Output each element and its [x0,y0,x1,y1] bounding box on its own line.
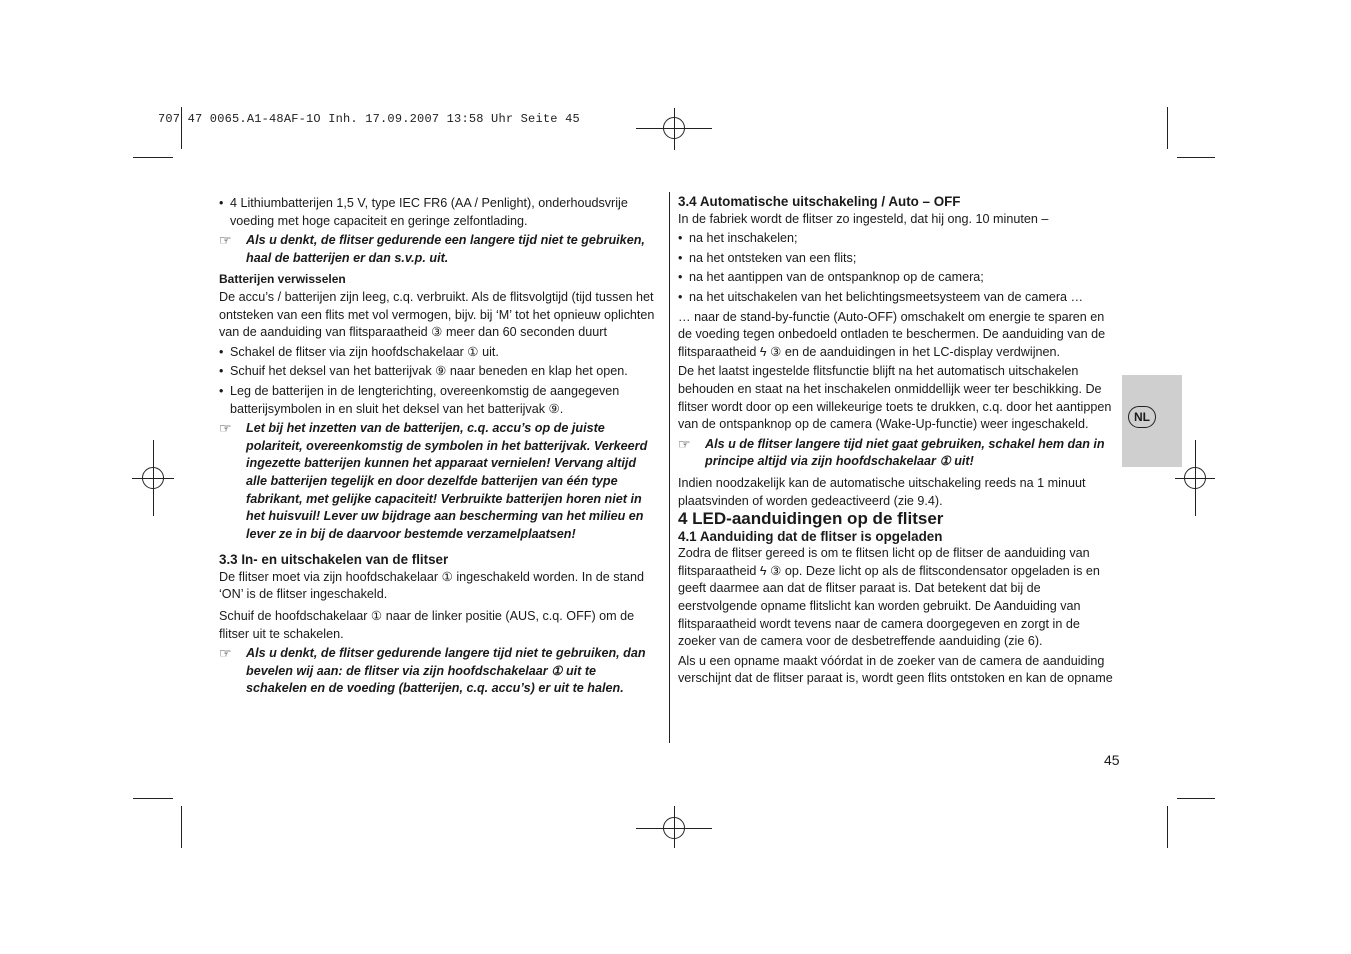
pointing-hand-icon: ☞ [219,420,232,437]
list-item: • Leg de batterijen in de lengterichting, overeenkomstig de aangegeven batterijsymbolen in en sluit het deksel van het batterijvak ⑨. [219,383,620,416]
crop-mark [133,798,173,799]
page-number: 45 [1104,752,1120,768]
chapter-heading: 4 LED-aanduidingen op de flitser [678,509,944,529]
paragraph: De het laatst ingestelde flitsfunctie blijft na het automatisch uitschakelen behouden en staat na het inschakelen onmiddellijk weer ter beschikking. De flitser wordt door op een willekeurige toets te drukken, c.q. door het aantippen van de ontspanknop op de camera (Wake-Up-functie) weer ingeschakeld. [678,364,1112,432]
list-item: • na het ontsteken van een flits; [678,250,857,265]
paragraph: De flitser moet via zijn hoofdschakelaar ① ingeschakeld worden. In de stand ‘ON’ is de flitser ingeschakeld. [219,569,645,602]
list-item: • na het aantippen van de ontspanknop op de camera; [678,270,984,285]
registration-mark [1195,440,1196,516]
crop-mark [1167,806,1168,848]
crop-mark [181,806,182,848]
list-item: • na het uitschakelen van het belichtingsmeetsysteem van de camera … [678,289,1084,304]
pointing-hand-icon: ☞ [678,435,691,452]
list-item: • 4 Lithiumbatterijen 1,5 V, type IEC FR6 (AA / Penlight), onderhoudsvrije voeding met hoge capaciteit en geringe zelfontlading. [219,196,628,228]
pointing-hand-icon: ☞ [219,645,232,662]
section-heading: 3.4 Automatische uitschakeling / Auto – OFF [678,194,961,209]
note: ☞ Als u de flitser langere tijd niet gaat gebruiken, schakel hem dan in principe altijd via zijn hoofdschakelaar ① uit! [678,436,1118,471]
column-divider [669,192,670,743]
note: ☞ Als u denkt, de flitser gedurende een langere tijd niet te gebruiken, haal de batterijen er dan s.v.p. uit. [219,232,659,267]
crop-mark [1177,157,1215,158]
paragraph: Indien noodzakelijk kan de automatische uitschakeling reeds na 1 minuut plaatsvinden of worden gedeactiveerd (zie 9.4). [678,475,1086,508]
list-item: • na het inschakelen; [678,231,798,246]
pointing-hand-icon: ☞ [219,232,232,249]
section-heading: 4.1 Aanduiding dat de flitser is opgeladen [678,528,943,544]
right-column [678,193,1118,688]
section-heading: 3.3 In- en uitschakelen van de flitser [219,552,449,568]
paragraph: In de fabriek wordt de flitser zo ingesteld, dat hij ong. 10 minuten – [678,211,1049,226]
crop-mark [1167,107,1168,149]
paragraph: Als u een opname maakt vóórdat in de zoeker van de camera de aanduiding verschijnt dat de flitser paraat is, wordt geen flits ontstoken en kan de opname [678,653,1113,686]
section-heading: Batterijen verwisselen [219,272,346,287]
crop-mark [1177,798,1215,799]
list-item: • Schakel de flitser via zijn hoofdschakelaar ① uit. [219,344,499,359]
paragraph: Zodra de flitser gereed is om te flitsen licht op de flitser de aanduiding van flitsparaatheid ϟ ③ op. Deze licht op als de flitscondensator opgeladen is en geeft daarmee aan dat de flitser paraat is. Dat betekent dat bij de eerstvolgende opname flitslicht kan worden gebruikt. De Aanduiding van flitsparaatheid wordt tevens naar de camera doorgegeven en zorgt in de zoeker van de camera voor de desbetreffende aanduiding (zie 6). [678,546,1100,649]
language-badge: NL [1128,406,1156,428]
paragraph: Schuif de hoofdschakelaar ① naar de linker positie (AUS, c.q. OFF) om de flitser uit te schakelen. [219,609,635,641]
note: ☞ Let bij het inzetten van de batterijen, c.q. accu’s op de juiste polariteit, overeenkomstig de symbolen in het batterijvak. Verkeerd ingezette batterijen kunnen het apparaat vernielen! Vervang altijd alle batterijen tegelijk en door dezelfde batterijen van één type fabrikant, met gelijke capaciteit! Verbruikte batterijen horen niet in het huisvuil! Lever uw bijdrage aan bescherming van het milieu en lever ze in bij de daarvoor bestemde verzamelplaatsen! [219,420,659,543]
crop-mark [133,157,173,158]
paragraph: De accu’s / batterijen zijn leeg, c.q. verbruikt. Als de flitsvolgtijd (tijd tussen het ontsteken van een flits met vol vermogen, bijv. bij ‘M’ tot het opnieuw oplichten van de aanduiding van flitsparaatheid ③ meer dan 60 seconden duurt [219,289,655,340]
list-item: • Schuif het deksel van het batterijvak ⑨ naar beneden en klap het open. [219,364,628,379]
paragraph: … naar de stand-by-functie (Auto-OFF) omschakelt om energie te sparen en de voeding tegen onbedoeld ontladen te beschermen. De aanduiding van de flitsparaatheid ϟ ③ en de aanduidingen in het LC-display verdwijnen. [678,309,1106,359]
registration-mark [674,108,675,150]
note: ☞ Als u denkt, de flitser gedurende langere tijd niet te gebruiken, dan bevelen wij aan: de flitser via zijn hoofdschakelaar ① uit te schakelen en de voeding (batterijen, c.q. accu’s) er uit te halen. [219,645,659,698]
print-slug: 707 47 0065.A1-48AF-1O Inh. 17.09.2007 13:58 Uhr Seite 45 [158,112,580,126]
registration-mark [153,440,154,516]
registration-mark [674,806,675,848]
left-column [219,193,659,702]
